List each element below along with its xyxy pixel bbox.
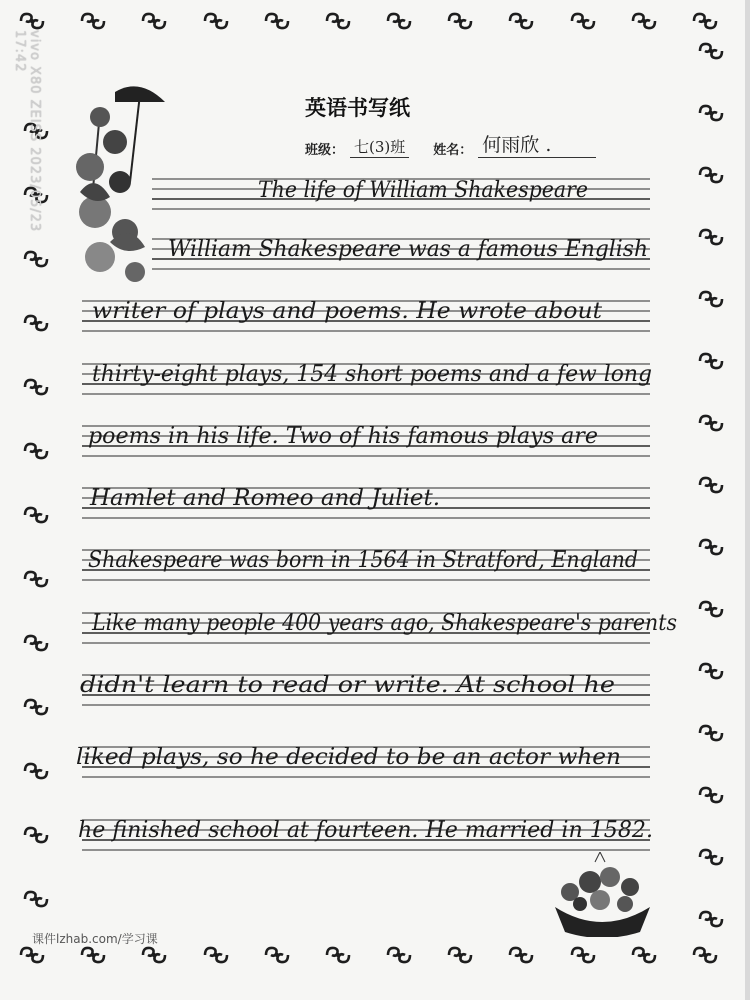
footer-watermark: 课件lzhab.com/学习课 <box>32 932 158 946</box>
essay-line: he finished school at fourteen. He married in 1582. <box>78 818 653 843</box>
essay-line: thirty-eight plays, 154 short poems and a few long <box>92 362 652 387</box>
scroll-ornament-icon <box>22 568 50 590</box>
essay-line: writer of plays and poems. He wrote about <box>92 299 602 324</box>
essay-line: Hamlet and Romeo and Juliet. <box>90 486 441 511</box>
scroll-ornament-icon <box>446 10 474 32</box>
border-right <box>697 40 727 930</box>
scroll-ornament-icon <box>630 10 658 32</box>
scroll-ornament-icon <box>697 598 725 620</box>
essay-line: Like many people 400 years ago, Shakespeare's parents <box>92 611 677 636</box>
border-top <box>18 10 719 38</box>
flower-basket-icon <box>545 852 660 937</box>
scroll-ornament-icon <box>385 10 413 32</box>
scroll-ornament-icon <box>697 660 725 682</box>
scroll-ornament-icon <box>22 760 50 782</box>
scroll-ornament-icon <box>691 10 719 32</box>
scroll-ornament-icon <box>697 722 725 744</box>
scroll-ornament-icon <box>140 944 168 966</box>
scroll-ornament-icon <box>202 10 230 32</box>
scroll-ornament-icon <box>507 10 535 32</box>
scroll-ornament-icon <box>697 226 725 248</box>
essay-line: poems in his life. Two of his famous plays are <box>88 424 598 449</box>
scroll-ornament-icon <box>697 536 725 558</box>
scroll-ornament-icon <box>22 376 50 398</box>
scroll-ornament-icon <box>22 888 50 910</box>
scroll-ornament-icon <box>324 10 352 32</box>
scroll-ornament-icon <box>22 504 50 526</box>
essay-line: Shakespeare was born in 1564 in Stratford, England <box>88 548 638 573</box>
scroll-ornament-icon <box>22 824 50 846</box>
scroll-ornament-icon <box>697 40 725 62</box>
class-label: 班级： <box>305 143 345 158</box>
border-bottom <box>18 944 719 972</box>
scroll-ornament-icon <box>697 474 725 496</box>
scroll-ornament-icon <box>697 412 725 434</box>
scroll-ornament-icon <box>697 164 725 186</box>
scroll-ornament-icon <box>385 944 413 966</box>
essay-line: liked plays, so he decided to be an actor when <box>76 745 621 770</box>
scroll-ornament-icon <box>263 10 291 32</box>
scroll-ornament-icon <box>22 632 50 654</box>
essay-line: didn't learn to read or write. At school he <box>80 673 615 698</box>
essay-title: The life of William Shakespeare <box>258 178 588 203</box>
scroll-ornament-icon <box>18 944 46 966</box>
scroll-ornament-icon <box>697 846 725 868</box>
scroll-ornament-icon <box>79 10 107 32</box>
class-value: 七(3)班 <box>350 136 409 158</box>
essay-line: William Shakespeare was a famous English <box>168 237 648 262</box>
scroll-ornament-icon <box>691 944 719 966</box>
scroll-ornament-icon <box>507 944 535 966</box>
scroll-ornament-icon <box>630 944 658 966</box>
camera-stamp: vivo X80 ZEISS 2023/05/23 17:42 <box>12 30 42 233</box>
scroll-ornament-icon <box>697 784 725 806</box>
scroll-ornament-icon <box>79 944 107 966</box>
scroll-ornament-icon <box>22 312 50 334</box>
student-info <box>305 130 596 158</box>
scroll-ornament-icon <box>22 696 50 718</box>
scroll-ornament-icon <box>22 440 50 462</box>
name-label: 姓名： <box>433 143 473 158</box>
scroll-ornament-icon <box>324 944 352 966</box>
scroll-ornament-icon <box>697 908 725 930</box>
scroll-ornament-icon <box>697 350 725 372</box>
scroll-ornament-icon <box>697 288 725 310</box>
name-value: 何雨欣 . <box>478 130 596 158</box>
scroll-ornament-icon <box>18 10 46 32</box>
scroll-ornament-icon <box>569 944 597 966</box>
scroll-ornament-icon <box>446 944 474 966</box>
sheet-title: 英语书写纸 <box>305 96 410 120</box>
scroll-ornament-icon <box>569 10 597 32</box>
flower-umbrella-icon <box>60 72 170 302</box>
scroll-ornament-icon <box>697 102 725 124</box>
scroll-ornament-icon <box>263 944 291 966</box>
scroll-ornament-icon <box>140 10 168 32</box>
scroll-ornament-icon <box>202 944 230 966</box>
